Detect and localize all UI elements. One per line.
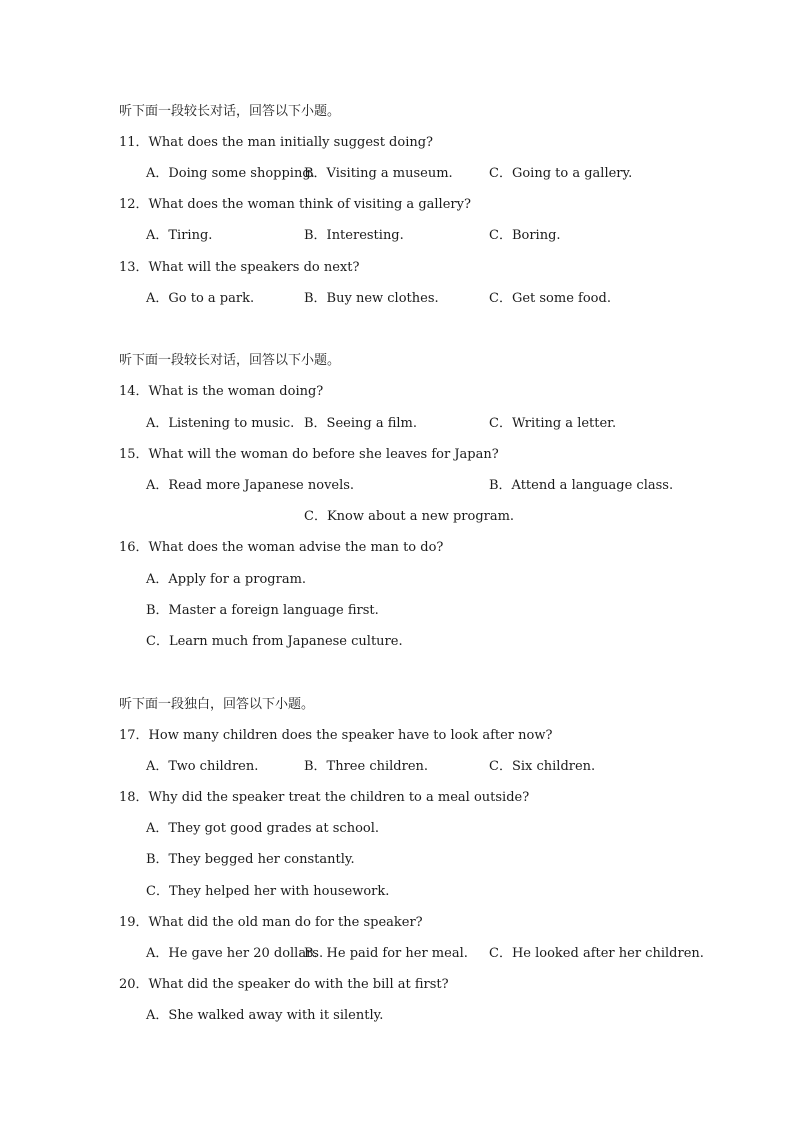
q14-option-b: B．Seeing a film. — [304, 416, 418, 431]
q13-option-a: A．Go to a park. — [146, 291, 255, 306]
q15-option-a: A．Read more Japanese novels. — [146, 478, 355, 493]
q19-option-b: B．He paid for her meal. — [304, 946, 468, 961]
q18-option-a: A．They got good grades at school. — [146, 821, 380, 836]
question-18: 18．Why did the speaker treat the children to a meal outside? — [119, 790, 530, 805]
question-15: 15．What will the woman do before she leaves for Japan? — [119, 447, 499, 462]
q11-option-a: A．Doing some shopping. — [146, 166, 315, 181]
question-17: 17．How many children does the speaker have to look after now? — [119, 728, 553, 743]
q14-option-a: A．Listening to music. — [146, 416, 295, 431]
q19-option-c: C．He looked after her children. — [489, 946, 704, 961]
question-12: 12．What does the woman think of visiting a gallery? — [119, 197, 471, 212]
q16-option-b: B．Master a foreign language first. — [146, 603, 379, 618]
q11-option-c: C．Going to a gallery. — [489, 166, 633, 181]
q13-option-c: C．Get some food. — [489, 291, 611, 306]
q17-option-c: C．Six children. — [489, 759, 596, 774]
question-16: 16．What does the woman advise the man to do? — [119, 540, 444, 555]
q16-option-c: C．Learn much from Japanese culture. — [146, 634, 403, 649]
q15-option-c: C．Know about a new program. — [304, 509, 515, 524]
q14-option-c: C．Writing a letter. — [489, 416, 617, 431]
section-2-header: 听下面一段较长对话，回答以下小题。 — [119, 353, 341, 368]
question-14: 14．What is the woman doing? — [119, 384, 324, 399]
q12-option-c: C．Boring. — [489, 228, 561, 243]
section-3-header: 听下面一段独白，回答以下小题。 — [119, 697, 315, 712]
q19-option-a: A．He gave her 20 dollars. — [146, 946, 324, 961]
q15-option-b: B．Attend a language class. — [489, 478, 674, 493]
q18-option-c: C．They helped her with housework. — [146, 884, 390, 899]
q17-option-b: B．Three children. — [304, 759, 429, 774]
q11-option-b: B．Visiting a museum. — [304, 166, 453, 181]
question-20: 20．What did the speaker do with the bill at first? — [119, 977, 449, 992]
q13-option-b: B．Buy new clothes. — [304, 291, 439, 306]
q18-option-b: B．They begged her constantly. — [146, 852, 355, 867]
q17-option-a: A．Two children. — [146, 759, 259, 774]
q12-option-a: A．Tiring. — [146, 228, 213, 243]
question-13: 13．What will the speakers do next? — [119, 260, 360, 275]
section-1-header: 听下面一段较长对话，回答以下小题。 — [119, 104, 341, 119]
question-11: 11．What does the man initially suggest doing? — [119, 135, 434, 150]
q20-option-a: A．She walked away with it silently. — [146, 1008, 384, 1023]
question-19: 19．What did the old man do for the speaker? — [119, 915, 423, 930]
q12-option-b: B．Interesting. — [304, 228, 404, 243]
q16-option-a: A．Apply for a program. — [146, 572, 307, 587]
